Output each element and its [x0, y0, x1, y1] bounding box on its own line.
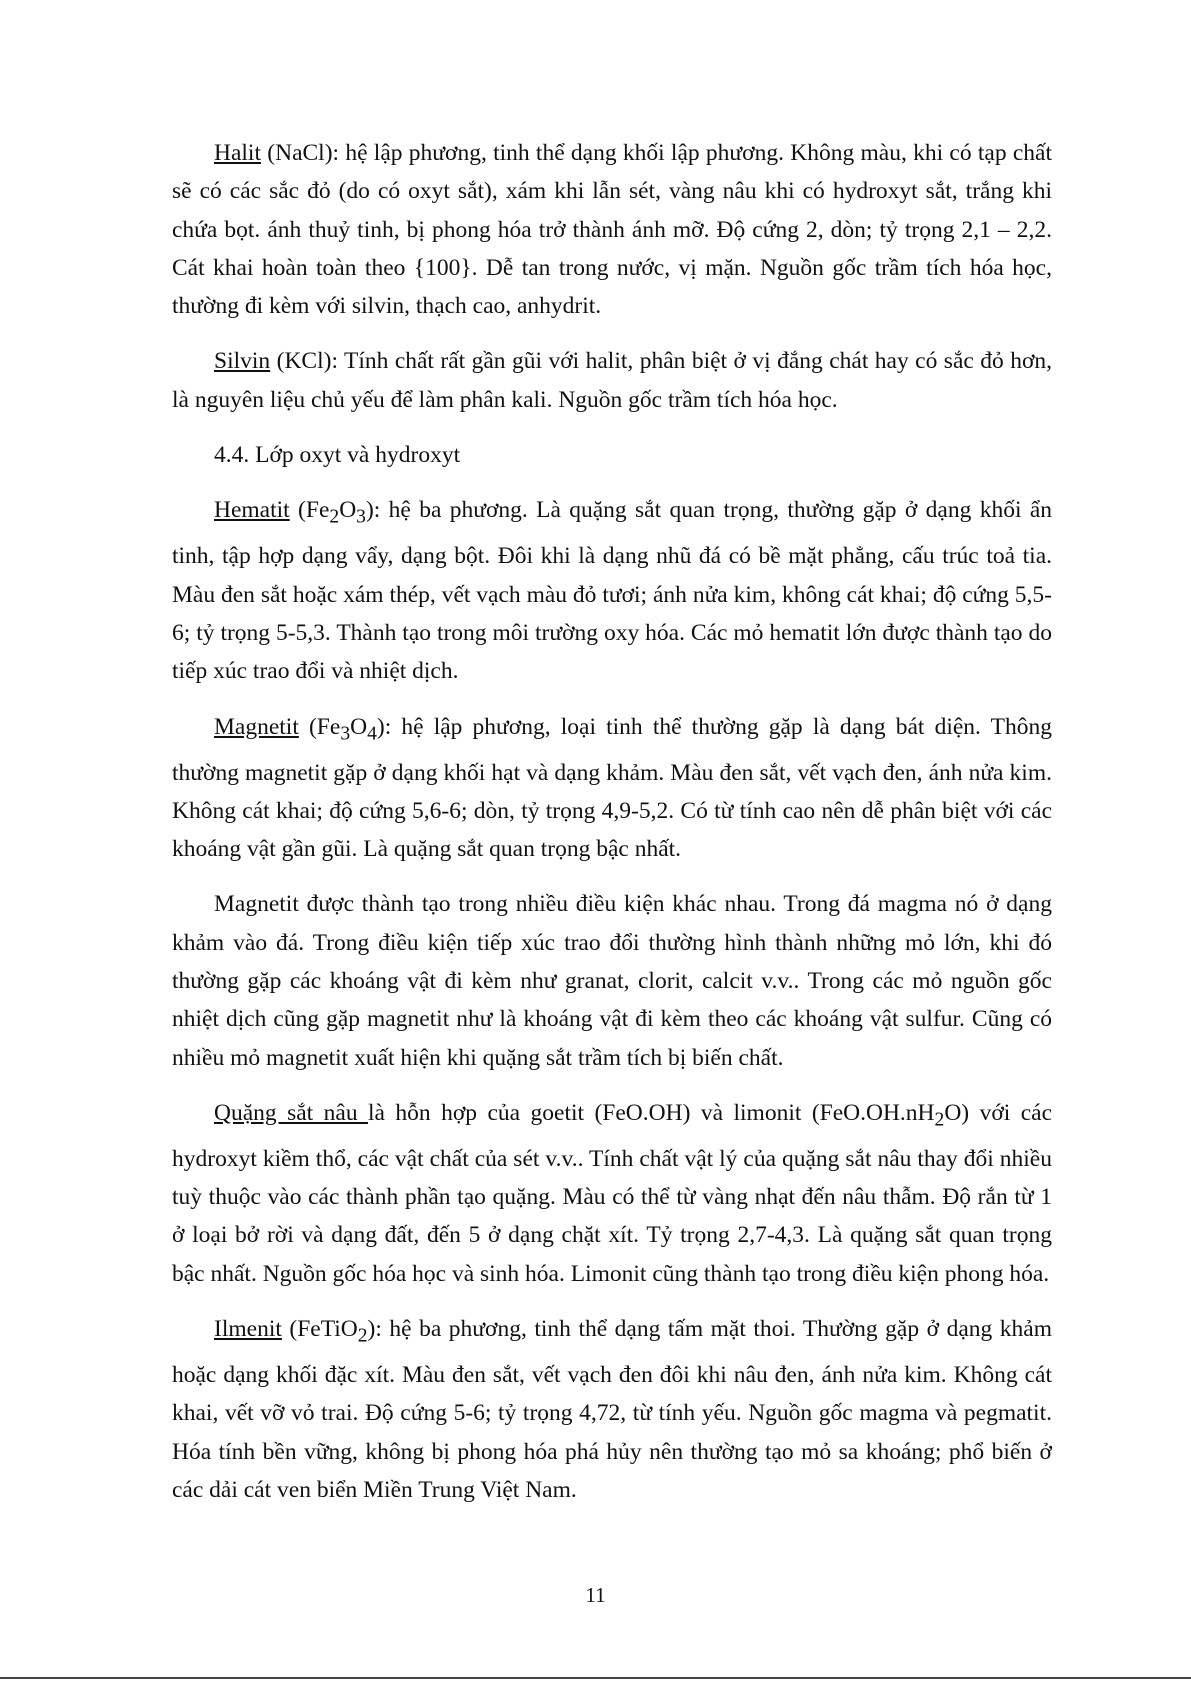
hematit-sub-2: 3 [356, 507, 366, 529]
ilmenit-sub-1: 2 [357, 1325, 368, 1347]
hematit-formula-mid: O [339, 497, 357, 524]
magnetit-sub-1: 3 [340, 723, 351, 745]
magnetit-sub-2: 4 [367, 723, 377, 745]
term-hematit: Hematit [214, 497, 290, 524]
paragraph-halit [172, 134, 1052, 325]
paragraph-silvin [172, 342, 1052, 419]
bottom-divider [0, 1677, 1191, 1679]
term-quang-sat-nau: Quặng sắt nâu [214, 1099, 369, 1126]
ilmenit-formula-pre: (FeTiO [281, 1316, 358, 1343]
term-magnetit: Magnetit [214, 713, 299, 740]
paragraph-magnetit-origin: Magnetit được thành tạo trong nhiều điều kiện khác nhau. Trong đá magma nó ở dạng khảm vào đá. Trong điều kiện tiếp xúc trao đổi thường hình thành những mỏ lớn, khi đó thường gặp các khoáng vật đi kèm như granat, clorit, calcit v.v.. Trong các mỏ nguồn gốc nhiệt dịch cũng gặp magnetit như là khoáng vật đi kèm theo các khoáng vật sulfur. Cũng có nhiều mỏ magnetit xuất hiện khi quặng sắt trầm tích bị biến chất. [172, 891, 1052, 1071]
term-silvin: Silvin [214, 348, 271, 375]
page-body [172, 134, 1052, 1526]
paragraph-ilmenit [172, 1310, 1052, 1509]
term-halit: Halit [214, 140, 261, 166]
quang-sat-nau-text-pre: là hỗn hợp của goetit (FeO.OH) và limonit (FeO.OH.nH [368, 1099, 935, 1126]
paragraph-hematit [172, 491, 1052, 690]
hematit-text: ): hệ ba phương. Là quặng sắt quan trọng, thường gặp ở dạng khối ẩn tinh, tập hợp dạng vẩy, dạng bột. Đôi khi là dạng nhũ đá có bề mặt phẳng, cấu trúc toả tia. Màu đen sắt hoặc xám thép, vết vạch màu đỏ tươi; ánh nửa kim, không cát khai; độ cứng 5,5-6; tỷ trọng 5-5,3. Thành tạo trong môi trường oxy hóa. Các mỏ hematit lớn được thành tạo do tiếp xúc trao đổi và nhiệt dịch. [172, 497, 1053, 685]
magnetit-formula-mid: O [350, 713, 368, 740]
page-number: 11 [585, 1583, 606, 1607]
quang-sat-nau-text: O) với các hydroxyt kiềm thổ, các vật chất của sét v.v.. Tính chất vật lý của quặng sắt nâu thay đổi nhiều tuỳ thuộc vào các thành phần tạo quặng. Màu có thể từ vàng nhạt đến nâu thẫm. Độ rắn từ 1 ở loại bở rời và dạng đất, đến 5 ở dạng chặt xít. Tỷ trọng 2,7-4,3. Là quặng sắt quan trọng bậc nhất. Nguồn gốc hóa học và sinh hóa. Limonit cũng thành tạo trong điều kiện phong hóa. [172, 1099, 1053, 1287]
paragraph-magnetit [172, 708, 1052, 869]
term-ilmenit: Ilmenit [214, 1316, 282, 1343]
ilmenit-text: ): hệ ba phương, tinh thể dạng tấm mặt thoi. Thường gặp ở dạng khảm hoặc dạng khối đặc xít. Màu đen sắt, vết vạch đen đôi khi nâu đen, ánh nửa kim. Không cát khai, vết vỡ vỏ trai. Độ cứng 5-6; tỷ trọng 4,72, từ tính yếu. Nguồn gốc magma và pegmatit. Hóa tính bền vững, không bị phong hóa phá hủy nên thường tạo mỏ sa khoáng; phổ biến ở các dải cát ven biển Miền Trung Việt Nam. [172, 1316, 1052, 1503]
silvin-text: (KCl): Tính chất rất gần gũi với halit, phân biệt ở vị đắng chát hay có sắc đỏ hơn, là nguyên liệu chủ yếu để làm phân kali. Nguồn gốc trầm tích hóa học. [172, 348, 1052, 413]
magnetit-formula-pre: (Fe [298, 713, 341, 740]
section-heading: 4.4. Lớp oxyt và hydroxyt [214, 442, 461, 469]
quang-sat-nau-sub-1: 2 [934, 1109, 945, 1131]
magnetit-text: ): hệ lập phương, loại tinh thể thường gặp là dạng bát diện. Thông thường magnetit gặp ở dạng khối hạt và dạng khảm. Màu đen sắt, vết vạch đen, ánh nửa kim. Không cát khai; độ cứng 5,6-6; dòn, tỷ trọng 4,9-5,2. Có từ tính cao nên dễ phân biệt với các khoáng vật gần gũi. Là quặng sắt quan trọng bậc nhất. [172, 713, 1052, 863]
hematit-sub-1: 2 [329, 507, 340, 529]
halit-text: (NaCl): hệ lập phương, tinh thể dạng khối lập phương. Không màu, khi có tạp chất sẽ có các sắc đỏ (do có oxyt sắt), xám khi lẫn sét, vàng nâu khi có hydroxyt sắt, trắng khi chứa bọt. ánh thuỷ tinh, bị phong hóa trở thành ánh mỡ. Độ cứng 2, dòn; tỷ trọng 2,1 – 2,2. Cát khai hoàn toàn theo {100}. Dễ tan trong nước, vị mặn. Nguồn gốc trầm tích hóa học, thường đi kèm với silvin, thạch cao, anhydrit. [172, 140, 1052, 320]
hematit-formula-pre: (Fe [289, 497, 330, 524]
paragraph-quang-sat-nau [172, 1094, 1052, 1293]
